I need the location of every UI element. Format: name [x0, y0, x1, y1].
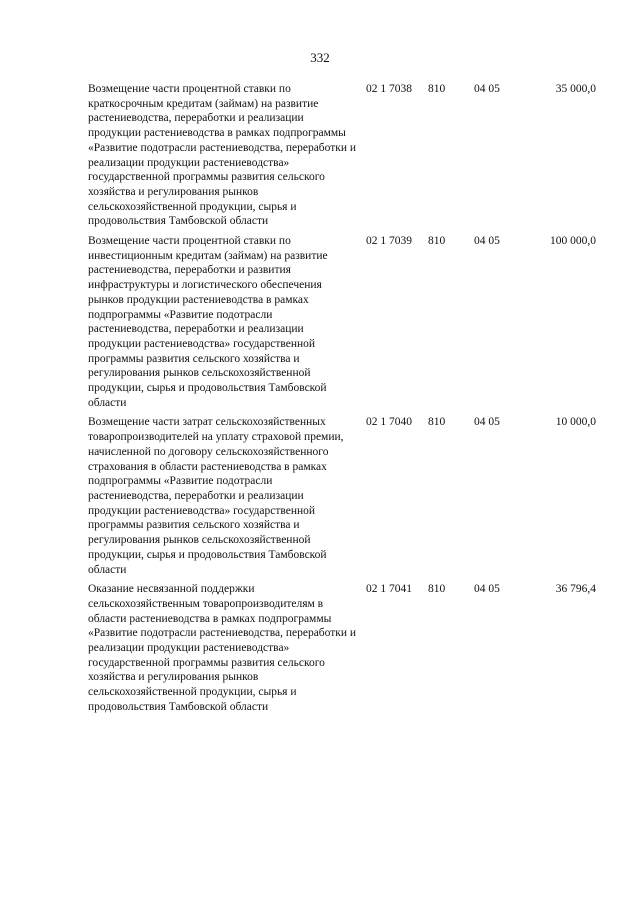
row-amount: 100 000,0: [550, 235, 596, 248]
row-description: Оказание несвязанной поддержки сельскохозяйственным товаропроизводителям в области растениеводства в рамках подпрограммы «Развитие подотрасли растениеводства, переработки и реализации продукции растениеводства» государственной программы развития сельского хозяйства и регулирования рынков сельскохозяйственной продукции, сырья и продовольствия Тамбовской области: [88, 583, 357, 713]
row-target-code: 02 1 7038: [366, 83, 412, 95]
table-row: [88, 82, 608, 229]
row-section-code: 04 05: [474, 83, 500, 95]
row-description: Возмещение части процентной ставки по инвестиционным кредитам (займам) на развитие растениеводства, переработки и развития инфраструктуры и логистического обеспечения рынков продукции растениеводства в рамках подпрограммы «Развитие подотрасли растениеводства, переработки и реализации продукции растениеводства» государственной программы развития сельского хозяйства и регулирования рынков сельскохозяйственной продукции, сырья и продовольствия Тамбовской области: [88, 235, 328, 409]
row-expense-type: 810: [428, 235, 446, 248]
row-amount: 35 000,0: [555, 83, 596, 95]
row-section-code: 04 05: [474, 235, 500, 248]
row-description: Возмещение части процентной ставки по краткосрочным кредитам (займам) на развитие растениеводства, переработки и реализации продукции растениеводства в рамках подпрограммы «Развитие подотрасли растениеводства, переработки и реализации продукции растениеводства» государственной программы развития сельского хозяйства и регулирования рынков сельскохозяйственной продукции, сырья и продовольствия Тамбовской области: [88, 83, 357, 228]
row-amount: 36 796,4: [555, 583, 596, 596]
row-amount: 10 000,0: [555, 416, 596, 429]
row-expense-type: 810: [428, 83, 446, 95]
table-row: [88, 582, 608, 714]
row-target-code: 02 1 7040: [366, 416, 412, 429]
table-row: [88, 234, 608, 410]
row-target-code: 02 1 7039: [366, 235, 412, 248]
budget-table: [88, 82, 608, 720]
row-description: Возмещение части затрат сельскохозяйственных товаропроизводителей на уплату страховой премии, начисленной по договору сельскохозяйственного страхования в области растениеводства в рамках подпрограммы «Развитие подотрасли растениеводства, переработки и реализации продукции растениеводства» государственной программы развития сельского хозяйства и регулирования рынков сельскохозяйственной продукции, сырья и продовольствия Тамбовской области: [88, 416, 344, 576]
row-expense-type: 810: [428, 583, 446, 596]
row-expense-type: 810: [428, 416, 446, 429]
row-target-code: 02 1 7041: [366, 583, 412, 596]
page-number: 332: [310, 50, 330, 65]
row-section-code: 04 05: [474, 416, 500, 429]
table-row: [88, 415, 608, 577]
row-section-code: 04 05: [474, 583, 500, 596]
